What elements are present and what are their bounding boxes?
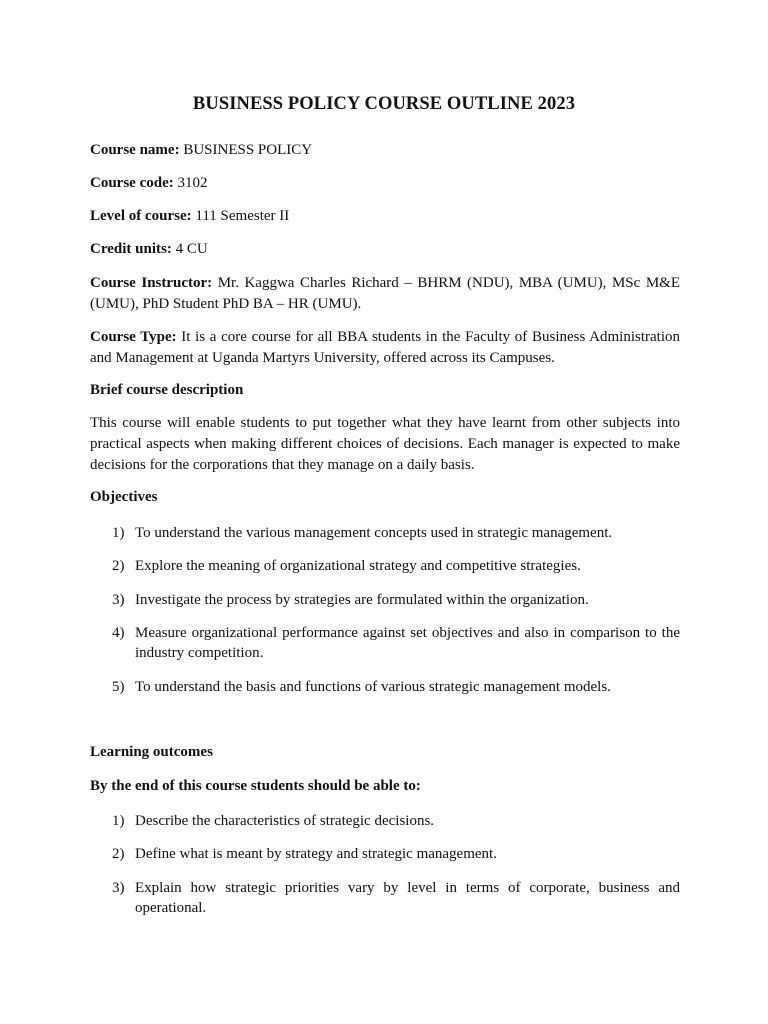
objective-number: 2) <box>112 558 125 574</box>
outcome-number: 1) <box>112 813 125 829</box>
credit-units-field <box>90 239 680 260</box>
objective-text: Investigate the process by strategies are formulated within the organization. <box>135 592 589 608</box>
course-instructor-value: Mr. Kaggwa Charles Richard – BHRM (NDU), MBA (UMU), MSc M&E (UMU), PhD Student PhD BA – HR (UMU). <box>90 275 680 312</box>
outcome-text: Describe the characteristics of strategic decisions. <box>135 813 435 829</box>
description-text: This course will enable students to put together what they have learnt from other subjects into practical aspects when making different choices of decisions. Each manager is expected to make decisions for the corporations that they manage on a daily basis. <box>90 415 680 473</box>
objectives-heading: Objectives <box>90 489 158 505</box>
outcome-number: 3) <box>112 880 125 896</box>
outcome-item <box>112 844 680 864</box>
course-code-label: Course code: <box>90 175 174 191</box>
objective-number: 5) <box>112 679 125 695</box>
description-heading: Brief course description <box>90 382 244 398</box>
objective-item <box>112 556 680 576</box>
learning-outcomes-heading: Learning outcomes <box>90 744 213 760</box>
course-instructor-label: Course Instructor: <box>90 275 213 291</box>
credit-units-label: Credit units: <box>90 241 172 257</box>
objective-number: 1) <box>112 525 125 541</box>
outcome-number: 2) <box>112 846 125 862</box>
course-type-field <box>90 327 680 369</box>
learning-outcomes-subheading: By the end of this course students should be able to: <box>90 778 421 794</box>
objective-text: To understand the various management concepts used in strategic management. <box>135 525 613 541</box>
course-name-value: BUSINESS POLICY <box>179 142 313 158</box>
credit-units-value: 4 CU <box>171 241 208 257</box>
objective-item <box>112 523 680 543</box>
objective-number: 4) <box>112 625 125 641</box>
outcome-item <box>112 878 680 918</box>
course-level-label: Level of course: <box>90 208 192 224</box>
course-type-value: It is a core course for all BBA students in the Faculty of Business Administration and Management at Uganda Martyrs University, offered across its Campuses. <box>90 329 680 366</box>
course-instructor-field <box>90 273 680 315</box>
course-level-value: 111 Semester II <box>191 208 290 224</box>
course-code-value: 3102 <box>173 175 208 191</box>
course-name-field <box>90 140 680 161</box>
outcome-text: Explain how strategic priorities vary by level in terms of corporate, business and operational. <box>135 880 680 916</box>
objective-text: Explore the meaning of organizational strategy and competitive strategies. <box>135 558 581 574</box>
document-title: BUSINESS POLICY COURSE OUTLINE 2023 <box>192 94 576 114</box>
outcome-text: Define what is meant by strategy and strategic management. <box>135 846 497 862</box>
objective-number: 3) <box>112 592 125 608</box>
objective-item <box>112 590 680 610</box>
objective-item <box>112 677 680 697</box>
objective-item <box>112 623 680 663</box>
course-type-label: Course Type: <box>90 329 177 345</box>
outcome-item <box>112 811 680 831</box>
course-level-field <box>90 206 680 227</box>
objective-text: Measure organizational performance against set objectives and also in comparison to the industry competition. <box>135 625 680 661</box>
objective-text: To understand the basis and functions of various strategic management models. <box>135 679 611 695</box>
course-code-field <box>90 173 680 194</box>
course-name-label: Course name: <box>90 142 180 158</box>
